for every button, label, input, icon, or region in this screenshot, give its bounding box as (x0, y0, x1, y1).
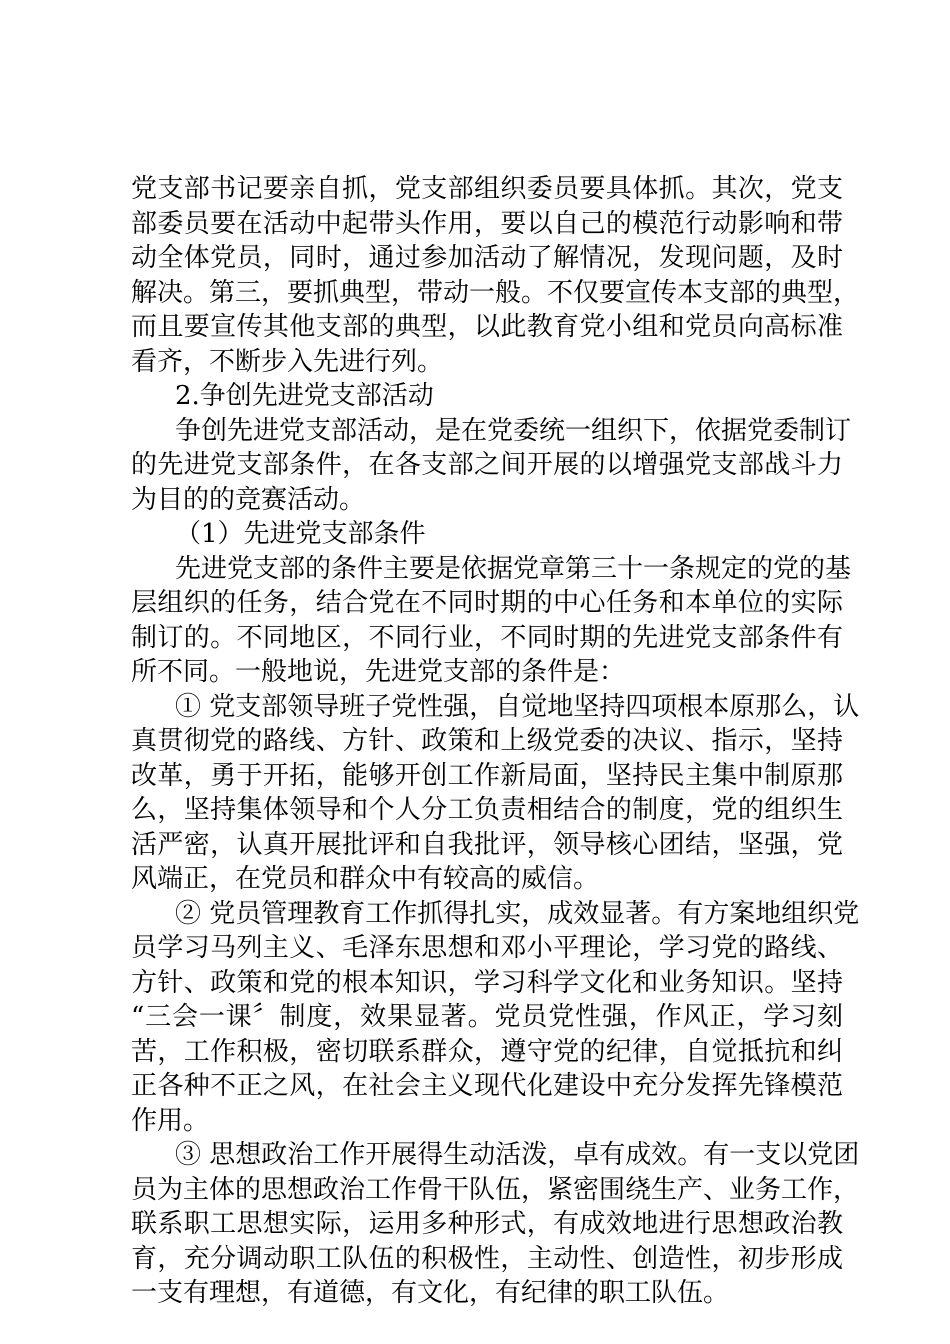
text-line: 先进党支部的条件主要是依据党章第三十一条规定的党的基 (175, 553, 852, 584)
text-line: 活严密，认真开展批评和自我批评，领导核心团结，坚强，党 (131, 829, 843, 860)
text-line: 么，坚持集体领导和个人分工负责相结合的制度，党的组织生 (131, 795, 843, 825)
text-line: 的先进党支部条件，在各支部之间开展的以增强党支部战斗力 (131, 450, 843, 480)
text-line: 方针、政策和党的根本知识，学习科学文化和业务知识。坚持 (131, 967, 843, 998)
text-line: 制订的。不同地区，不同行业，不同时期的先进党支部条件有 (131, 622, 843, 653)
section-heading: 2.争创先进党支部活动 (175, 381, 434, 411)
list-item-1: ① 党支部领导班子党性强，自觉地坚持四项根本原那么，认 (175, 691, 860, 722)
text-line: 而且要宣传其他支部的典型，以此教育党小组和党员向高标准 (131, 312, 843, 342)
list-item-2: ② 党员管理教育工作抓得扎实，成效显著。有方案地组织党 (175, 898, 860, 929)
text-line: 解决。第三，要抓典型，带动一般。不仅要宣传本支部的典型， (131, 277, 860, 308)
text-line: 为目的的竞赛活动。 (131, 484, 366, 515)
text-line: 员学习马列主义、毛泽东思想和邓小平理论，学习党的路线、 (131, 933, 843, 963)
text-line: 部委员要在活动中起带头作用，要以自己的模范行动影响和带 (131, 208, 843, 239)
text-line: 所不同。一般地说，先进党支部的条件是： (131, 657, 626, 687)
text-line: 正各种不正之风，在社会主义现代化建设中充分发挥先锋模范 (131, 1071, 843, 1101)
list-item-3: ③ 思想政治工作开展得生动活泼，卓有成效。有一支以党团 (175, 1140, 860, 1170)
text-line: 改革，勇于开拓，能够开创工作新局面，坚持民主集中制原那 (131, 760, 843, 791)
text-line: 风端正，在党员和群众中有较高的威信。 (131, 864, 600, 894)
subsection-heading: （1）先进党支部条件 (175, 519, 426, 549)
text-line: 苦，工作积极，密切联系群众，遵守党的纪律，自觉抵抗和纠 (131, 1036, 843, 1067)
text-line: 一支有理想，有道德，有文化，有纪律的职工队伍。 (131, 1278, 730, 1308)
text-line: 育，充分调动职工队伍的积极性，主动性、创造性，初步形成 (131, 1243, 843, 1274)
text-line: 争创先进党支部活动，是在党委统一组织下，依据党委制订 (175, 415, 852, 446)
text-line: 层组织的任务，结合党在不同时期的中心任务和本单位的实际 (131, 588, 843, 618)
text-line: 作用。 (131, 1105, 210, 1136)
text-line: 真贯彻党的路线、方针、政策和上级党委的决议、指示，坚持 (131, 726, 843, 756)
text-line: 看齐，不断步入先进行列。 (131, 346, 444, 377)
text-line: 党支部书记要亲自抓，党支部组织委员要具体抓。其次，党支 (131, 174, 843, 204)
text-line: 联系职工思想实际，运用多种形式，有成效地进行思想政治教 (131, 1209, 843, 1239)
text-line: 动全体党员，同时，通过参加活动了解情况，发现问题，及时 (131, 243, 843, 273)
text-line: “三会一课〞制度，效果显著。党员党性强，作风正，学习刻 (131, 1002, 843, 1032)
text-line: 员为主体的思想政治工作骨干队伍，紧密围绕生产、业务工作， (131, 1174, 860, 1205)
document-body (131, 172, 860, 1311)
